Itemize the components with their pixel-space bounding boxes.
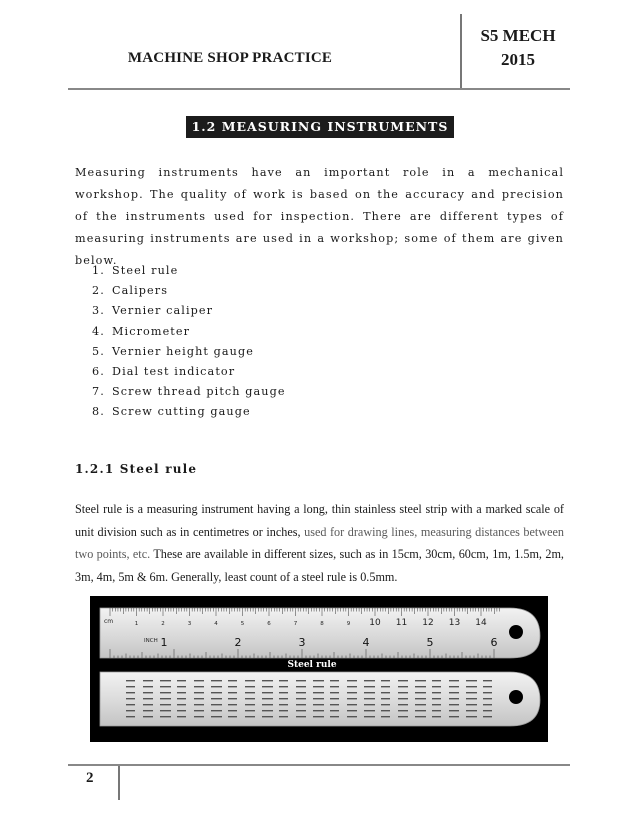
table-mark: [211, 692, 222, 693]
steel-rule-paragraph: [75, 498, 564, 588]
instrument-list: [75, 261, 286, 423]
table-mark: [211, 698, 222, 699]
inch-number: 1: [160, 636, 168, 649]
table-mark: [347, 698, 357, 699]
table-mark: [483, 716, 492, 717]
table-mark: [398, 698, 408, 699]
table-mark: [143, 680, 153, 681]
table-mark: [347, 680, 357, 681]
table-mark: [211, 716, 222, 717]
table-mark: [466, 680, 477, 681]
table-mark: [262, 686, 273, 687]
table-mark: [313, 710, 324, 711]
table-mark: [313, 704, 324, 705]
list-number: 7.: [92, 385, 105, 399]
table-mark: [449, 698, 459, 699]
paragraph-text-muted: used for drawing lines, measuring distances between two points, etc.: [75, 524, 564, 562]
section-heading: 1.2 MEASURING INSTRUMENTS: [186, 116, 454, 138]
table-mark: [483, 704, 492, 705]
table-mark: [347, 716, 357, 717]
list-number: 4.: [92, 324, 105, 338]
table-mark: [177, 710, 186, 711]
cm-number: 2: [161, 621, 165, 627]
table-mark: [364, 686, 375, 687]
table-mark: [415, 692, 426, 693]
table-mark: [245, 704, 255, 705]
table-mark: [194, 680, 204, 681]
table-mark: [296, 704, 306, 705]
table-mark: [381, 710, 390, 711]
table-mark: [262, 698, 273, 699]
table-mark: [245, 698, 255, 699]
table-mark: [432, 704, 441, 705]
cm-number: 3: [187, 621, 192, 627]
table-mark: [245, 716, 255, 717]
table-mark: [228, 704, 237, 705]
cm-number: 1: [134, 621, 139, 627]
table-mark: [330, 680, 339, 681]
table-mark: [398, 716, 408, 717]
course-label: S5 MECH: [480, 26, 556, 45]
table-mark: [279, 710, 288, 711]
table-mark: [143, 704, 153, 705]
table-mark: [245, 686, 255, 687]
table-mark: [177, 716, 186, 717]
table-mark: [228, 698, 237, 699]
table-mark: [160, 710, 171, 711]
cm-number: 8: [320, 621, 324, 627]
document-title: MACHINE SHOP PRACTICE: [127, 50, 333, 66]
table-mark: [262, 704, 273, 705]
table-mark: [483, 686, 492, 687]
inch-number: 6: [490, 636, 498, 649]
table-mark: [279, 680, 288, 681]
table-mark: [228, 686, 237, 687]
table-mark: [262, 692, 273, 693]
table-mark: [466, 716, 477, 717]
table-mark: [483, 692, 492, 693]
table-mark: [364, 698, 375, 699]
table-mark: [228, 692, 237, 693]
table-mark: [398, 680, 408, 681]
cm-number: 13: [448, 618, 461, 628]
table-mark: [415, 698, 426, 699]
table-mark: [296, 680, 306, 681]
table-mark: [364, 710, 375, 711]
table-mark: [177, 680, 186, 681]
table-mark: [432, 710, 441, 711]
list-item: [75, 402, 286, 422]
table-mark: [279, 692, 288, 693]
table-mark: [313, 692, 324, 693]
figure-caption: Steel rule: [287, 660, 337, 670]
table-mark: [381, 686, 390, 687]
list-item-label: Vernier caliper: [112, 304, 214, 318]
table-mark: [466, 692, 477, 693]
cm-number: 5: [240, 621, 245, 627]
table-mark: [381, 698, 390, 699]
list-number: 6.: [92, 365, 105, 379]
table-mark: [415, 686, 426, 687]
table-mark: [415, 716, 426, 717]
table-mark: [330, 716, 339, 717]
table-mark: [330, 710, 339, 711]
table-mark: [279, 704, 288, 705]
table-mark: [296, 716, 306, 717]
header-divider-horizontal: [68, 88, 570, 90]
table-mark: [160, 686, 171, 687]
table-mark: [211, 686, 222, 687]
table-mark: [194, 704, 204, 705]
table-mark: [296, 698, 306, 699]
table-mark: [143, 692, 153, 693]
table-mark: [262, 716, 273, 717]
cm-number: 10: [369, 618, 381, 628]
table-mark: [347, 710, 357, 711]
inch-number: 5: [426, 636, 434, 649]
table-mark: [296, 692, 306, 693]
table-mark: [483, 710, 492, 711]
hang-hole: [509, 625, 523, 639]
list-number: 8.: [92, 405, 105, 419]
table-mark: [449, 704, 459, 705]
cm-number: 9: [346, 621, 351, 627]
list-item-label: Screw cutting gauge: [112, 405, 251, 419]
table-mark: [347, 692, 357, 693]
steel-rule-illustration: [90, 596, 548, 742]
table-mark: [245, 692, 255, 693]
table-mark: [143, 686, 153, 687]
paragraph-text: These are available in different sizes, such as in 15cm, 30cm, 60cm, 1m, 1.5m, 2m, 3m, 4m, 5m & 6m. Generally, least count of a steel rule is 0.5mm.: [75, 547, 564, 584]
table-mark: [347, 686, 357, 687]
list-number: 3.: [92, 304, 105, 318]
table-mark: [160, 716, 171, 717]
list-number: 1.: [92, 264, 105, 277]
list-item-label: Calipers: [112, 284, 169, 298]
table-mark: [313, 680, 324, 681]
table-mark: [228, 710, 237, 711]
list-number: 2.: [92, 284, 105, 298]
table-mark: [449, 692, 459, 693]
header-course-block: [478, 24, 558, 72]
cm-number: 7: [293, 621, 298, 627]
table-mark: [466, 710, 477, 711]
list-item: [75, 342, 286, 362]
table-mark: [432, 680, 441, 681]
table-mark: [211, 710, 222, 711]
list-item-label: Dial test indicator: [112, 365, 236, 379]
subsection-heading: 1.2.1 Steel rule: [75, 462, 198, 476]
list-item: [75, 281, 286, 301]
cm-number: 11: [395, 618, 408, 628]
steel-rule-top-bar: [100, 608, 540, 658]
table-mark: [126, 710, 135, 711]
table-mark: [449, 716, 459, 717]
inch-number: 3: [298, 636, 306, 649]
table-mark: [177, 686, 186, 687]
table-mark: [126, 686, 135, 687]
table-mark: [330, 698, 339, 699]
cm-number: 12: [422, 618, 434, 628]
table-mark: [296, 710, 306, 711]
table-mark: [381, 716, 390, 717]
list-item-label: Micrometer: [112, 324, 191, 338]
table-mark: [398, 710, 408, 711]
list-item-label: Steel rule: [112, 264, 179, 277]
table-mark: [449, 680, 459, 681]
table-mark: [143, 698, 153, 699]
inch-number: 4: [362, 636, 370, 649]
table-mark: [415, 710, 426, 711]
table-mark: [296, 686, 306, 687]
table-mark: [415, 704, 426, 705]
table-mark: [126, 716, 135, 717]
list-item: [75, 322, 286, 342]
table-mark: [432, 692, 441, 693]
table-mark: [279, 686, 288, 687]
table-mark: [194, 716, 204, 717]
page-number: 2: [86, 770, 94, 786]
table-mark: [126, 680, 135, 681]
cm-unit-label: cm: [104, 618, 114, 625]
table-mark: [177, 698, 186, 699]
table-mark: [313, 686, 324, 687]
table-mark: [432, 716, 441, 717]
inch-number: 2: [234, 636, 242, 649]
cm-number: 14: [475, 618, 487, 628]
table-mark: [381, 692, 390, 693]
footer-divider-horizontal: [68, 764, 570, 766]
table-mark: [398, 704, 408, 705]
table-mark: [228, 680, 237, 681]
intro-paragraph: Measuring instruments have an important role in a mechanical workshop. The quality of work is based on the accuracy and precision of the instruments used for inspection. There are different types of measuring instruments are used in a workshop; some of them are given below.: [75, 166, 564, 267]
table-mark: [483, 680, 492, 681]
table-mark: [466, 698, 477, 699]
table-mark: [313, 698, 324, 699]
table-mark: [211, 680, 222, 681]
inch-unit-label: INCH: [144, 638, 158, 644]
table-mark: [194, 692, 204, 693]
table-mark: [449, 686, 459, 687]
list-item: [75, 362, 286, 382]
table-mark: [160, 680, 171, 681]
table-mark: [381, 704, 390, 705]
table-mark: [313, 716, 324, 717]
table-mark: [483, 698, 492, 699]
table-mark: [466, 686, 477, 687]
table-mark: [432, 698, 441, 699]
table-mark: [160, 692, 171, 693]
table-mark: [177, 692, 186, 693]
list-item-label: Screw thread pitch gauge: [112, 385, 286, 399]
table-mark: [194, 698, 204, 699]
table-mark: [279, 698, 288, 699]
table-mark: [432, 686, 441, 687]
steel-rule-photo: [90, 596, 548, 742]
table-mark: [449, 710, 459, 711]
list-item-label: Vernier height gauge: [112, 344, 254, 358]
paragraph-text: Steel rule is a measuring instrument having a long, thin stainless steel strip with a marked scale of unit division such as in centimetres or inches,: [75, 502, 564, 539]
list-item: [75, 301, 286, 321]
table-mark: [194, 686, 204, 687]
table-mark: [245, 710, 255, 711]
year-label: 2015: [501, 50, 535, 69]
cm-number: 6: [267, 621, 271, 627]
table-mark: [126, 692, 135, 693]
table-mark: [381, 680, 390, 681]
table-mark: [398, 686, 408, 687]
table-mark: [126, 698, 135, 699]
table-mark: [330, 692, 339, 693]
table-mark: [330, 686, 339, 687]
footer-divider-vertical: [118, 766, 120, 800]
table-mark: [364, 716, 375, 717]
table-mark: [143, 716, 153, 717]
table-mark: [228, 716, 237, 717]
hang-hole: [509, 690, 523, 704]
table-mark: [279, 716, 288, 717]
table-mark: [245, 680, 255, 681]
table-mark: [398, 692, 408, 693]
list-number: 5.: [92, 344, 105, 358]
table-mark: [160, 698, 171, 699]
table-mark: [364, 692, 375, 693]
table-mark: [194, 710, 204, 711]
list-item: [75, 382, 286, 402]
table-mark: [177, 704, 186, 705]
table-mark: [466, 704, 477, 705]
table-mark: [126, 704, 135, 705]
table-mark: [160, 704, 171, 705]
list-item: [75, 261, 286, 281]
table-mark: [262, 680, 273, 681]
table-mark: [364, 680, 375, 681]
table-mark: [330, 704, 339, 705]
table-mark: [347, 704, 357, 705]
cm-number: 4: [214, 621, 218, 627]
table-mark: [415, 680, 426, 681]
header-divider-vertical: [460, 14, 462, 90]
table-mark: [262, 710, 273, 711]
table-mark: [211, 704, 222, 705]
table-mark: [364, 704, 375, 705]
table-mark: [143, 710, 153, 711]
